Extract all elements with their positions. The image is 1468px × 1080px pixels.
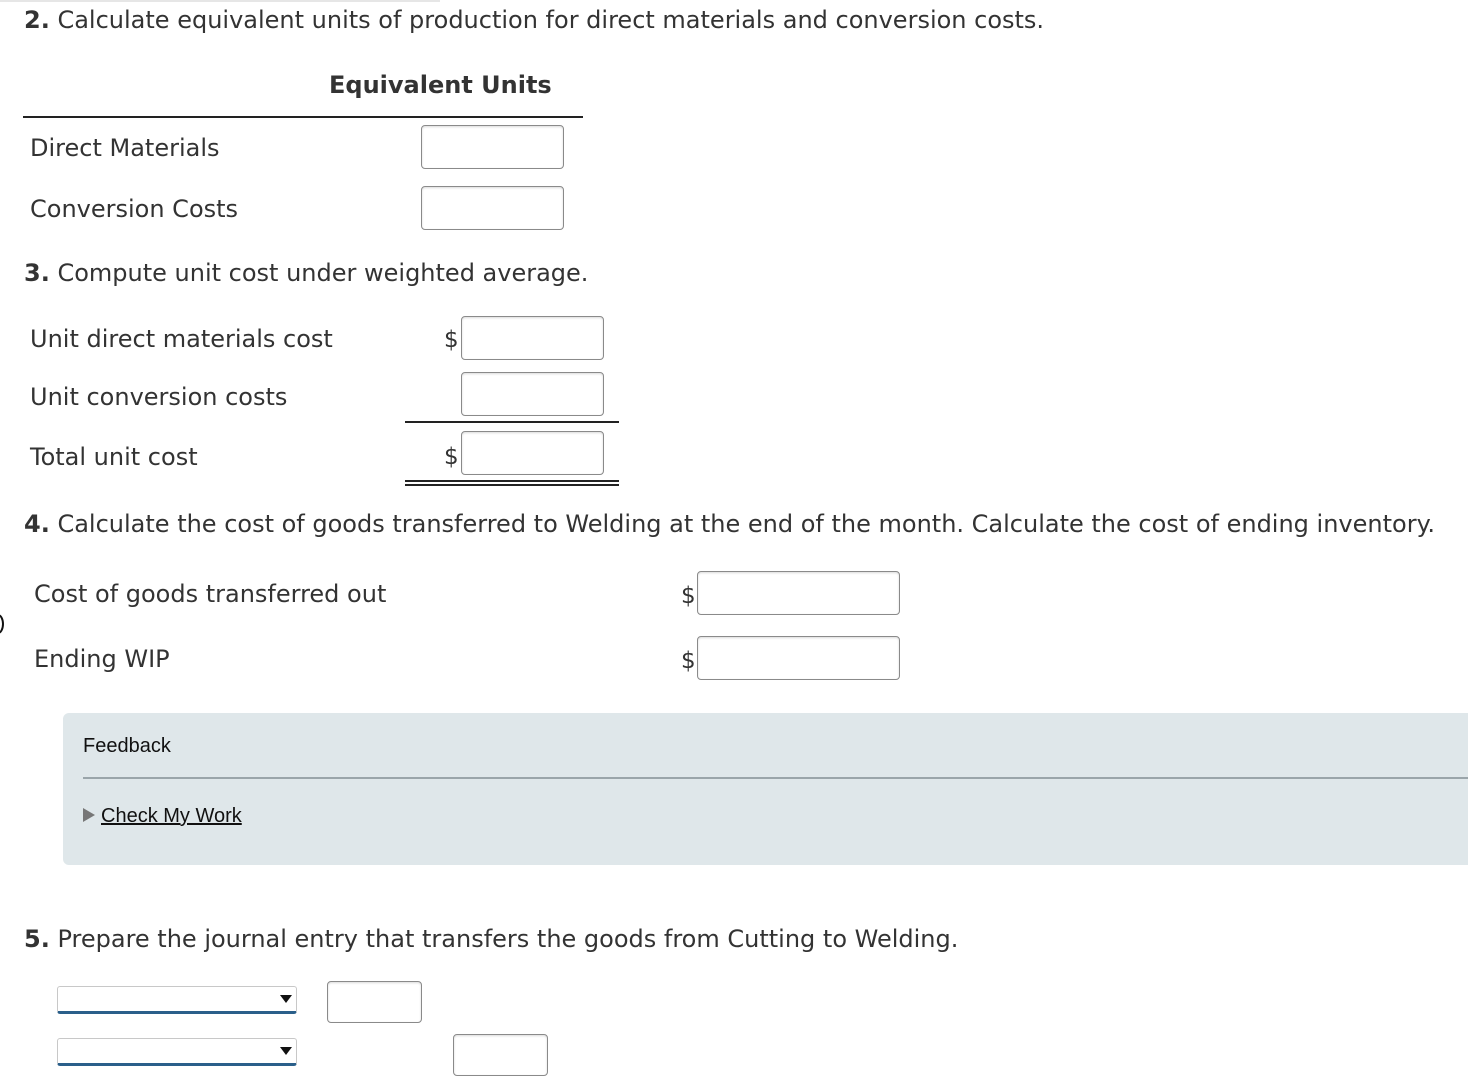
total-unit-cost-label: Total unit cost (30, 443, 198, 471)
total-double-rule-bottom (405, 484, 619, 486)
chevron-down-icon (280, 995, 292, 1003)
expand-triangle-icon (83, 808, 95, 822)
question-4-text: Calculate the cost of goods transferred to Welding at the end of the month. Calculate the cost of ending inventory. (57, 510, 1435, 538)
direct-materials-eu-input[interactable] (421, 125, 564, 169)
question-2-heading (24, 6, 1044, 34)
ending-wip-label: Ending WIP (34, 645, 170, 673)
question-3-heading (24, 259, 588, 287)
conversion-costs-label: Conversion Costs (30, 195, 239, 223)
feedback-title: Feedback (83, 735, 171, 757)
unit-dm-cost-input[interactable] (461, 316, 604, 360)
unit-dm-cost-currency: $ (444, 327, 459, 353)
cost-transferred-out-label: Cost of goods transferred out (34, 580, 387, 608)
unit-conversion-cost-input[interactable] (461, 372, 604, 416)
unit-dm-cost-label: Unit direct materials cost (30, 325, 333, 353)
check-my-work-link[interactable] (83, 805, 242, 828)
cost-transferred-out-input[interactable] (697, 571, 900, 615)
total-double-rule-top (405, 480, 619, 482)
conversion-costs-eu-input[interactable] (421, 186, 564, 230)
equivalent-units-header: Equivalent Units (329, 71, 552, 99)
check-my-work-label[interactable]: Check My Work (101, 805, 242, 827)
question-5-text: Prepare the journal entry that transfers the goods from Cutting to Welding. (57, 925, 959, 953)
feedback-panel (63, 713, 1468, 865)
feedback-divider (83, 777, 1468, 779)
question-5-heading (24, 925, 958, 953)
subtotal-rule (405, 421, 619, 423)
question-4-heading (24, 510, 1435, 538)
chevron-down-icon (280, 1047, 292, 1055)
journal-credit-input[interactable] (453, 1034, 548, 1076)
total-unit-cost-input[interactable] (461, 431, 604, 475)
question-2-text: Calculate equivalent units of production for direct materials and conversion costs. (57, 6, 1045, 34)
question-4-number: 4. (24, 510, 50, 538)
cost-transferred-out-currency: $ (681, 583, 696, 609)
question-2-number: 2. (24, 6, 50, 34)
journal-debit-input[interactable] (327, 981, 422, 1023)
total-unit-cost-currency: $ (444, 444, 459, 470)
direct-materials-label: Direct Materials (30, 134, 220, 162)
unit-conversion-cost-label: Unit conversion costs (30, 383, 288, 411)
journal-account-select-1[interactable] (57, 986, 297, 1014)
question-3-text: Compute unit cost under weighted average. (57, 259, 589, 287)
question-5-number: 5. (24, 925, 50, 953)
header-underline (23, 116, 583, 118)
edge-marker (0, 614, 4, 634)
ending-wip-input[interactable] (697, 636, 900, 680)
question-3-number: 3. (24, 259, 50, 287)
ending-wip-currency: $ (681, 648, 696, 674)
top-divider (0, 0, 440, 2)
journal-account-select-2[interactable] (57, 1038, 297, 1066)
